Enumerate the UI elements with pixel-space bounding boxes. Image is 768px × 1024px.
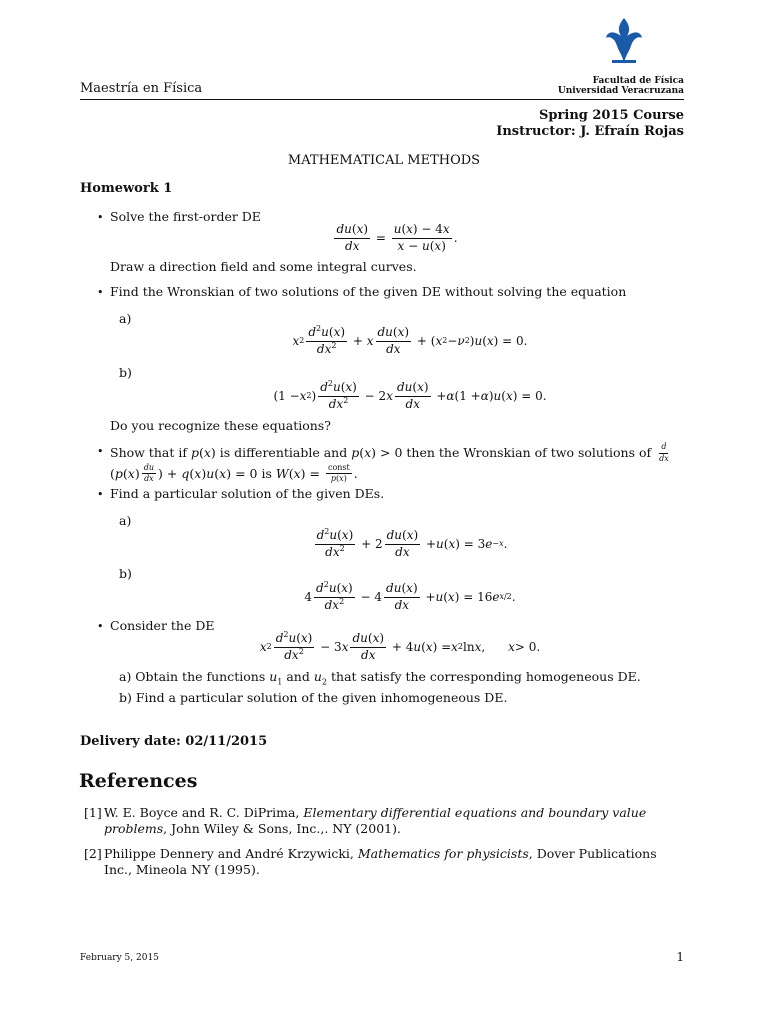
equation-2b: (1 − x 2 ) $\frac{d^2u(x)}{dx^2}$ − 2 x $\frac{du(x)}{dx}$ + α (1 + α ) u ( x ) = 0.	[273, 379, 547, 411]
homework-heading: Homework 1	[80, 181, 173, 196]
equation-5: x 2 $\frac{d^2u(x)}{dx^2}$ − 3 x $\frac{du(x)}{dx}$ + 4 u ( x ) = x 2 ln x , x > 0.	[259, 630, 541, 662]
part-label: b)	[119, 566, 132, 581]
equation-1: $\frac{du(x)}{dx}$ = $\frac{u(x) - 4x}{x - u(x)}$ .	[336, 222, 458, 253]
problem-3-text-1: Show that if	[110, 444, 187, 460]
problem-3-text-3: then the Wronskian of two solutions of	[406, 444, 652, 460]
bullet: •	[97, 211, 104, 224]
part-label: b)	[119, 365, 132, 380]
logo-icon	[603, 16, 645, 68]
header-rule	[80, 99, 684, 100]
problem-1-text: Solve the first-order DE	[110, 209, 261, 224]
reference-authors: W. E. Boyce and R. C. DiPrima,	[104, 805, 300, 820]
university-logo	[603, 16, 645, 68]
reference-number: [2]	[84, 846, 102, 861]
reference-authors: Philippe Dennery and André Krzywicki,	[104, 846, 354, 861]
reference-2	[84, 846, 688, 878]
problem-1-after: Draw a direction field and some integral curves.	[110, 259, 417, 274]
problem-5a-text: a) Obtain the functions	[119, 669, 266, 684]
bullet: •	[97, 286, 104, 299]
faculty-line2: Universidad Veracruzana	[557, 86, 684, 96]
reference-1	[84, 805, 688, 837]
faculty-line1: Facultad de Física	[592, 76, 684, 86]
equation-2a: x 2 $\frac{d^2u(x)}{dx^2}$ + x $\frac{du(x)}{dx}$ + ( x 2 − ν 2 ) u ( x ) = 0.	[292, 324, 528, 356]
bullet: •	[97, 488, 104, 501]
bullet: •	[97, 620, 104, 633]
problem-5b: b) Find a particular solution of the given inhomogeneous DE.	[119, 690, 508, 705]
delivery-date: Delivery date: 02/11/2015	[80, 734, 268, 749]
equation-4a: $\frac{d^2u(x)}{dx^2}$ + 2 $\frac{du(x)}{dx}$ + u ( x ) = 3 e −x .	[316, 527, 508, 559]
problem-3-text-2: is differentiable and	[219, 444, 348, 460]
part-label: a)	[119, 513, 132, 528]
problem-5-text: Consider the DE	[110, 618, 215, 633]
equation-4b: 4 $\frac{d^2u(x)}{dx^2}$ − 4 $\frac{du(x)}{dx}$ + u ( x ) = 16 e x/2 .	[304, 580, 516, 612]
problem-3-text-4: is	[261, 465, 272, 481]
bullet: •	[97, 445, 104, 458]
problem-3-text: Show that if p(x) is differentiable and p(x) > 0 then the Wronskian of two solutions of $\frac{d}{dx}$ (p(x) $\frac{du}{dx}$ ) + q(x)u(x) = 0 is W(x) = $\frac{\text{const}}{p(x)}$ .	[110, 442, 669, 484]
problem-2-after: Do you recognize these equations?	[110, 418, 331, 433]
problem-5a: a) Obtain the functions $u_1$ and $u_2$ that satisfy the corresponding homogeneous DE.	[119, 669, 641, 687]
problem-2-text: Find the Wronskian of two solutions of the given DE without solving the equation	[110, 284, 627, 299]
footer-date: February 5, 2015	[80, 953, 159, 963]
reference-title: Elementary differential equations and boundary value problems	[104, 805, 647, 836]
page-number: 1	[676, 950, 684, 964]
reference-rest: , John Wiley & Sons, Inc.,. NY (2001).	[163, 821, 401, 836]
references-heading: References	[79, 770, 198, 792]
part-label: a)	[119, 311, 132, 326]
instructor-label: Instructor: J. Efraín Rojas	[496, 124, 684, 139]
reference-rest: , Dover Publications Inc., Mineola NY (1995).	[104, 846, 657, 877]
problem-5a-and: and	[286, 669, 310, 684]
program-name: Maestría en Física	[80, 81, 203, 96]
document-title: MATHEMATICAL METHODS	[287, 153, 481, 168]
problem-5a-end: that satisfy the corresponding homogeneous DE.	[331, 669, 641, 684]
course-label: Spring 2015 Course	[539, 108, 684, 123]
reference-number: [1]	[84, 805, 102, 820]
reference-title: Mathematics for physicists	[357, 846, 529, 861]
problem-4-text: Find a particular solution of the given DEs.	[110, 486, 385, 501]
